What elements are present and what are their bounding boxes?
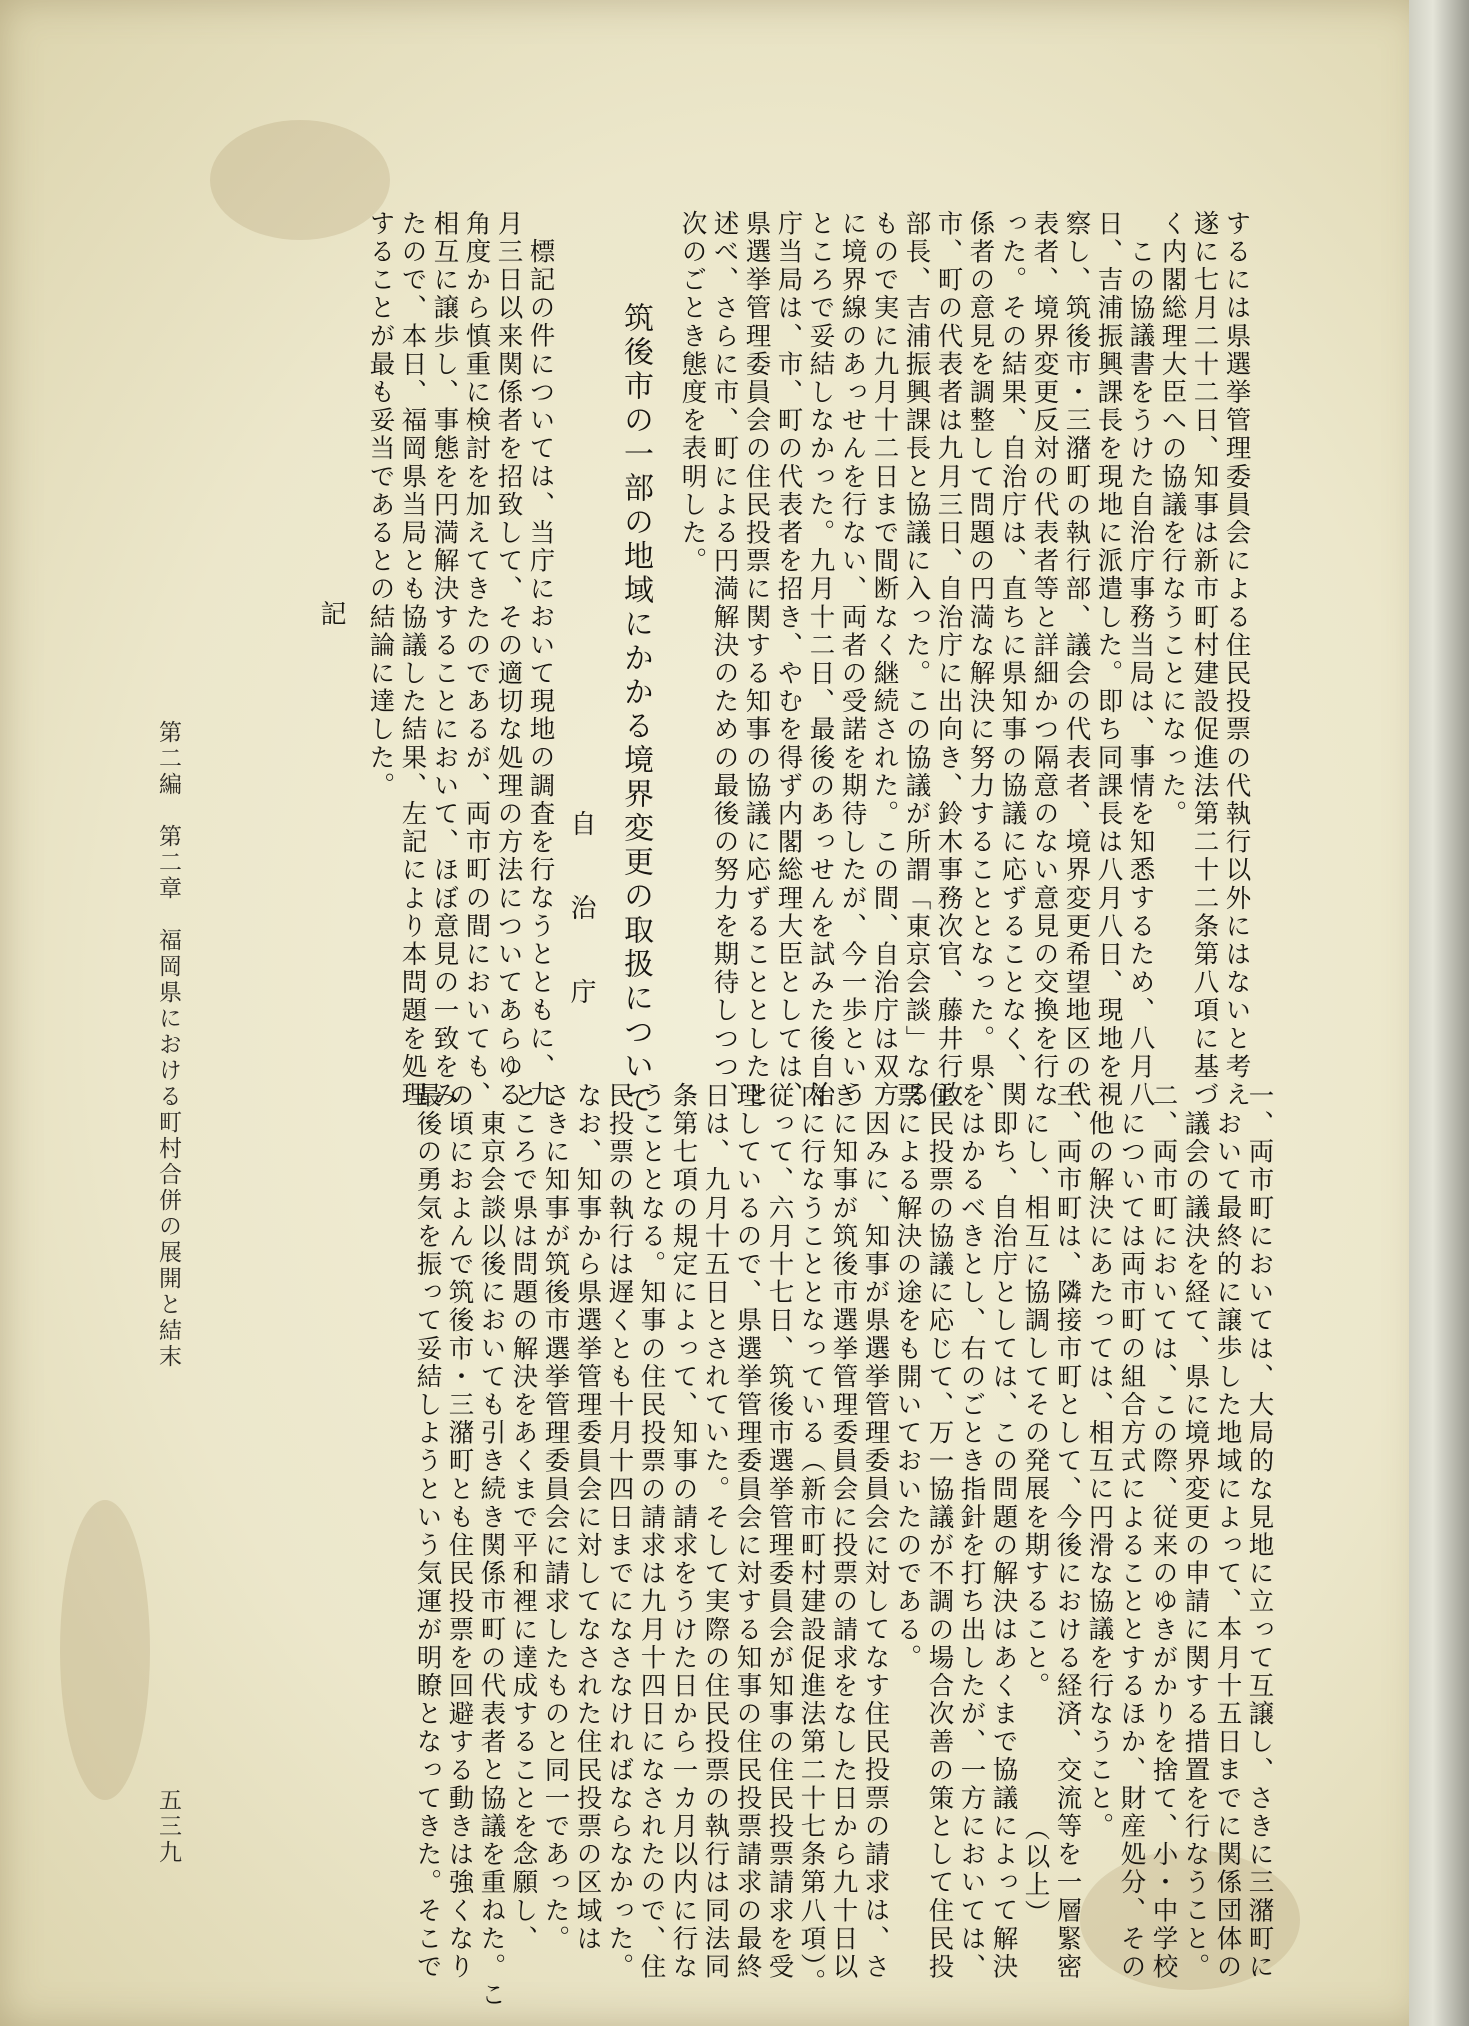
ki-marker: 記: [316, 600, 346, 629]
text-column: 察し、筑後市・三潴町の執行部、議会の代表者、境界変更希望地区の代: [1061, 210, 1092, 1110]
text-column: 庁当局は、市、町の代表者を招き、やむを得ず内閣総理大臣としては、: [773, 210, 804, 1110]
text-column: 議会の議決を経て、県に境界変更の申請に関する措置を行なうこと。: [1180, 1110, 1211, 1982]
text-column: さきに知事が筑後市選挙管理委員会に請求したものと同一であった。: [540, 1082, 571, 1954]
text-column: にし、相互に協調してその発展を期すること。 （以上）: [1020, 1110, 1051, 1928]
text-column: に境界線のあっせんを行ない、両者の受諾を期待したが、今一歩という: [837, 210, 868, 1110]
text-column: きに知事が筑後市選挙管理委員会に投票の請求をなした日から九十日以: [828, 1082, 859, 1982]
text-column: ところで県は問題の解決をあくまで平和裡に達成することを念願し、: [508, 1082, 539, 1954]
text-column: 最後の勇気を振って妥結しようという気運が明瞭となってきた。そこで: [412, 1082, 443, 1982]
text-column: ところで妥結しなかった。九月十二日、最後のあっせんを試みた後自治: [805, 210, 836, 1110]
text-column: 理しているので、県選挙管理委員会に対する知事の住民投票請求の最終: [732, 1082, 763, 1982]
text-column: った。その結果、自治庁は、直ちに県知事の協議に応ずることなく、関: [997, 210, 1028, 1110]
paper-stain: [210, 120, 390, 240]
text-column: 係者の意見を調整して問題の円満な解決に努力することとなった。県、: [965, 210, 996, 1110]
text-column: もので実に九月十二日まで間断なく継続された。この間、自治庁は双方: [869, 210, 900, 1110]
text-column: 次のごとき態度を表明した。: [677, 210, 708, 576]
scan-edge: [1409, 0, 1469, 2026]
text-column: 述べ、さらに市、町による円満解決のための最後の努力を期待しつつ、: [709, 210, 740, 1110]
text-column: 二、両市町においては、この際、従来のゆきがかりを捨て、小・中学校: [1148, 1082, 1179, 1982]
text-column: 月三日以来関係者を招致して、その適切な処理の方法についてあらゆる: [493, 210, 524, 1110]
text-column: 部長、吉浦振興課長と協議に入った。この協議が所謂「東京会談」なる: [901, 210, 932, 1110]
section-heading: 筑後市の一部の地域にかかる境界変更の取扱について: [618, 302, 653, 1118]
text-column: 民投票の執行は遅くとも十月十四日までになさなければならなかった。: [604, 1082, 635, 1982]
text-column: おいて最終的に譲歩した地域によって、本月十五日までに関係団体の: [1212, 1110, 1243, 1982]
text-column: 因みに、知事が県選挙管理委員会に対してなす住民投票の請求は、さ: [860, 1110, 891, 1982]
chapter-footer: 第二編 第二章 福岡県における町村合併の展開と結末: [155, 720, 181, 1370]
text-column: 住民投票の協議に応じて、万一協議が不調の場合次善の策として住民投: [924, 1082, 955, 1982]
text-column: については両市町の組合方式によることとするほか、財産処分、その: [1116, 1110, 1147, 1982]
text-column: することが最も妥当であるとの結論に達した。: [365, 210, 396, 801]
text-column: 日、吉浦振興課長を現地に派遣した。即ち同課長は八月八日、現地を視: [1093, 210, 1124, 1110]
text-column: 内に行なうこととなっている（新市町村建設促進法第二十七条第八項）。: [796, 1082, 827, 1997]
text-column: 東京会談以後においても引き続き関係市町の代表者と協議を重ねた。こ: [476, 1110, 507, 2010]
text-column: 県選挙管理委員会の住民投票に関する知事の協議に応ずることとしたと: [741, 210, 772, 1110]
text-column: 票による解決の途をも開いておいたのである。: [892, 1082, 923, 1673]
text-column: 角度から慎重に検討を加えてきたのであるが、両市町の間においても、: [461, 210, 492, 1110]
text-column: 即ち、自治庁としては、この問題の解決はあくまで協議によって解決: [988, 1110, 1019, 1982]
paper-stain: [60, 1500, 150, 1800]
text-column: 日は、九月十五日とされていた。そして実際の住民投票の執行は同法同: [700, 1082, 731, 1982]
text-column: 一、両市町においては、大局的な見地に立って互譲し、さきに三潴町に: [1244, 1082, 1275, 1982]
issuer-signature: 自 治 庁: [566, 810, 596, 1020]
text-column: うこととなる。知事の住民投票の請求は九月十四日になされたので、住: [636, 1082, 667, 1982]
text-column: なお、知事から県選挙管理委員会に対してなされた住民投票の区域は: [572, 1082, 603, 1954]
text-column: 相互に譲歩し、事態を円満解決することにおいて、ほぼ意見の一致をみ: [429, 210, 460, 1110]
text-column: 条第七項の規定によって、知事の請求をうけた日から一カ月以内に行な: [668, 1082, 699, 1982]
text-column: 他の解決にあたっては、相互に円滑な協議を行なうこと。: [1084, 1110, 1115, 1841]
text-column: たので、本日、福岡県当局とも協議した結果、左記により本問題を処理: [397, 210, 428, 1110]
text-column: く内閣総理大臣への協議を行なうことになった。: [1157, 210, 1188, 829]
text-column: 標記の件については、当庁において現地の調査を行なうとともに、九: [525, 238, 556, 1110]
text-column: の頃におよんで筑後市・三潴町とも住民投票を回避する動きは強くなり: [444, 1082, 475, 1982]
text-column: 三、両市町は、隣接市町として、今後における経済、交流等を一層緊密: [1052, 1082, 1083, 1982]
text-column: するには県選挙管理委員会による住民投票の代執行以外にはないと考え: [1221, 210, 1252, 1110]
text-column: この協議書をうけた自治庁事務当局は、事情を知悉するため、八月八: [1125, 238, 1156, 1110]
page-number: 五三九: [155, 1788, 181, 1866]
text-column: をはかるべきとし、右のごとき指針を打ち出したが、一方においては、: [956, 1082, 987, 1982]
text-column: 従って、六月十七日、筑後市選挙管理委員会が知事の住民投票請求を受: [764, 1082, 795, 1982]
text-column: 遂に七月二十二日、知事は新市町村建設促進法第二十二条第八項に基づ: [1189, 210, 1220, 1110]
text-column: 市、町の代表者は九月三日、自治庁に出向き、鈴木事務次官、藤井行政: [933, 210, 964, 1110]
text-column: 表者、境界変更反対の代表者等と詳細かつ隔意のない意見の交換を行な: [1029, 210, 1060, 1110]
